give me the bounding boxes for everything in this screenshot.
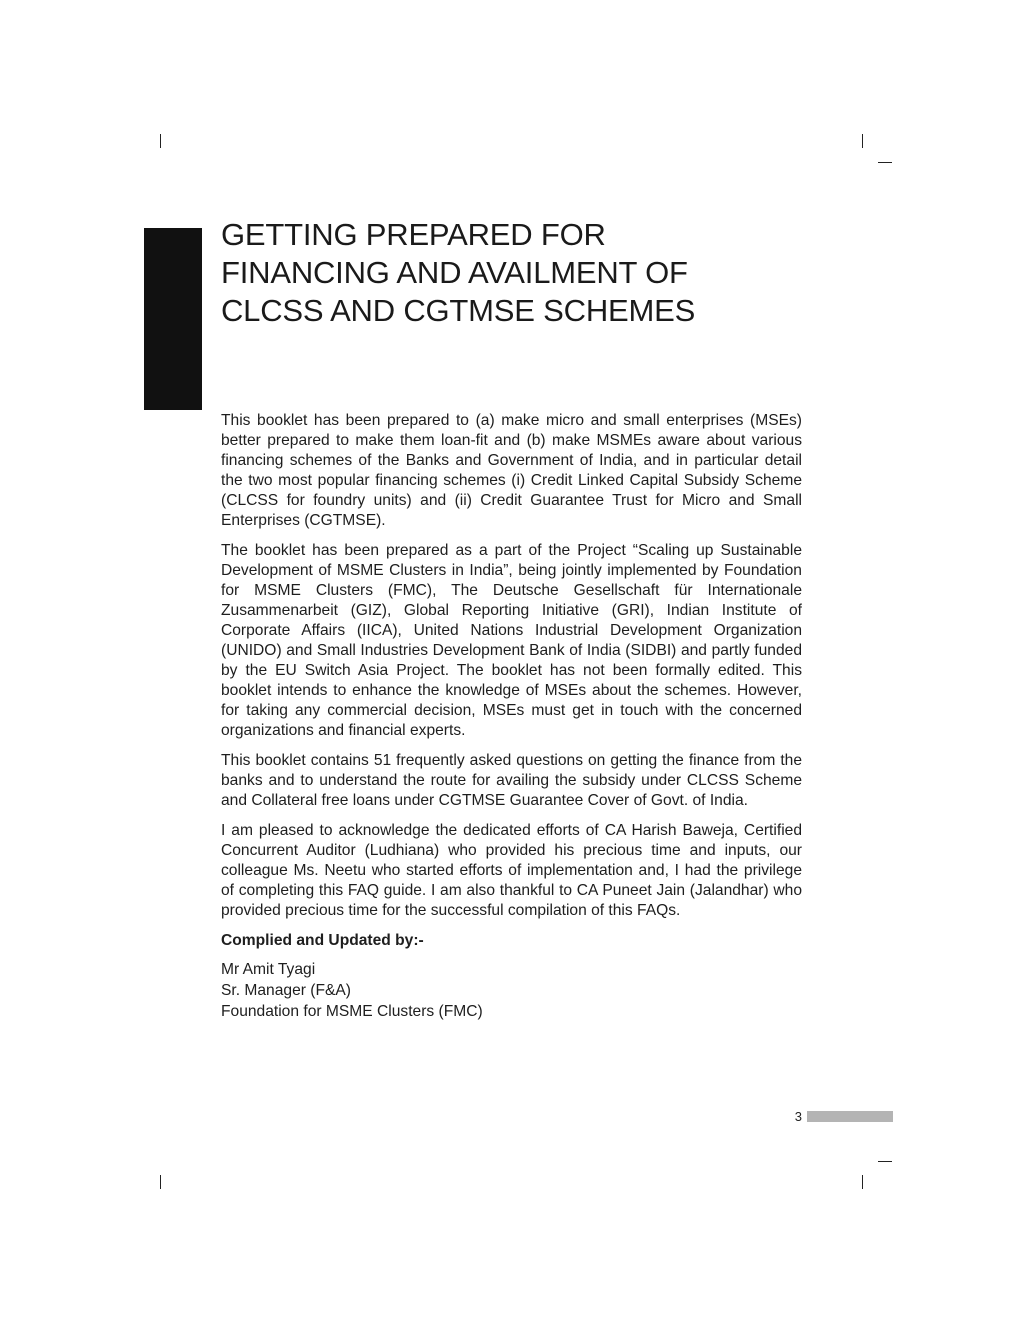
crop-mark-top-right (862, 134, 863, 148)
paragraph-acknowledgement: I am pleased to acknowledge the dedicated efforts of CA Harish Baweja, Certified Concurrent Auditor (Ludhiana) who provided his precious time and inputs, our colleague Ms. Neetu who started efforts of implementation and, I had the privilege of completing this FAQ guide. I am also thankful to CA Puneet Jain (Jalandhar) who provided precious time for the successful compilation of this FAQs. (221, 822, 802, 919)
paragraph-project: The booklet has been prepared as a part of the Project “Scaling up Sustainable Development of MSME Clusters in India”, being jointly implemented by Foundation for MSME Clusters (FMC), The Deutsche Gesellschaft für Internationale Zusammenarbeit (GIZ), Global Reporting Initiative (GRI), Indian Institute of Corporate Affairs (IICA), United Nations Industrial Development Organization (UNIDO) and Small Industries Development Bank of India (SIDBI) and partly funded by the EU Switch Asia Project. The booklet has not been formally edited. This booklet intends to enhance the knowledge of MSEs about the schemes. However, for taking any commercial decision, MSEs must get in touch with the concerned organizations and financial experts. (221, 542, 802, 739)
body-content (221, 411, 802, 1022)
title-line-2: FINANCING AND AVAILMENT OF (221, 255, 688, 290)
paragraph-faq-count: This booklet contains 51 frequently asked questions on getting the finance from the banks and to understand the route for availing the subsidy under CLCSS Scheme and Collateral free loans under CGTMSE Guarantee Cover of Govt. of India. (221, 752, 802, 809)
page-number: 3 (794, 1109, 802, 1124)
crop-mark-bottom-left (160, 1175, 161, 1189)
paragraph-intro: This booklet has been prepared to (a) make micro and small enterprises (MSEs) better prepared to make them loan-fit and (b) make MSMEs aware about various financing schemes of the Banks and Government of India, and in particular detail the two most popular financing schemes (i) Credit Linked Capital Subsidy Scheme (CLCSS for foundry units) and (ii) Credit Guarantee Trust for Micro and Small Enterprises (CGTMSE). (221, 412, 802, 529)
crop-mark-top-left (160, 134, 161, 148)
page-title (221, 216, 821, 330)
title-line-3: CLCSS AND CGTMSE SCHEMES (221, 293, 696, 328)
compiled-by-heading: Complied and Updated by:- (221, 932, 424, 949)
title-line-1: GETTING PREPARED FOR (221, 217, 606, 252)
crop-mark-bottom-right-horizontal (878, 1161, 892, 1162)
signature-block (221, 959, 802, 1022)
chapter-side-block (144, 228, 202, 410)
crop-mark-bottom-right (862, 1175, 863, 1189)
crop-mark-top-right-horizontal (878, 162, 892, 163)
signature-organization: Foundation for MSME Clusters (FMC) (221, 1003, 483, 1020)
signature-designation: Sr. Manager (F&A) (221, 982, 351, 999)
page-number-bar (807, 1111, 893, 1122)
signature-name: Mr Amit Tyagi (221, 961, 316, 978)
